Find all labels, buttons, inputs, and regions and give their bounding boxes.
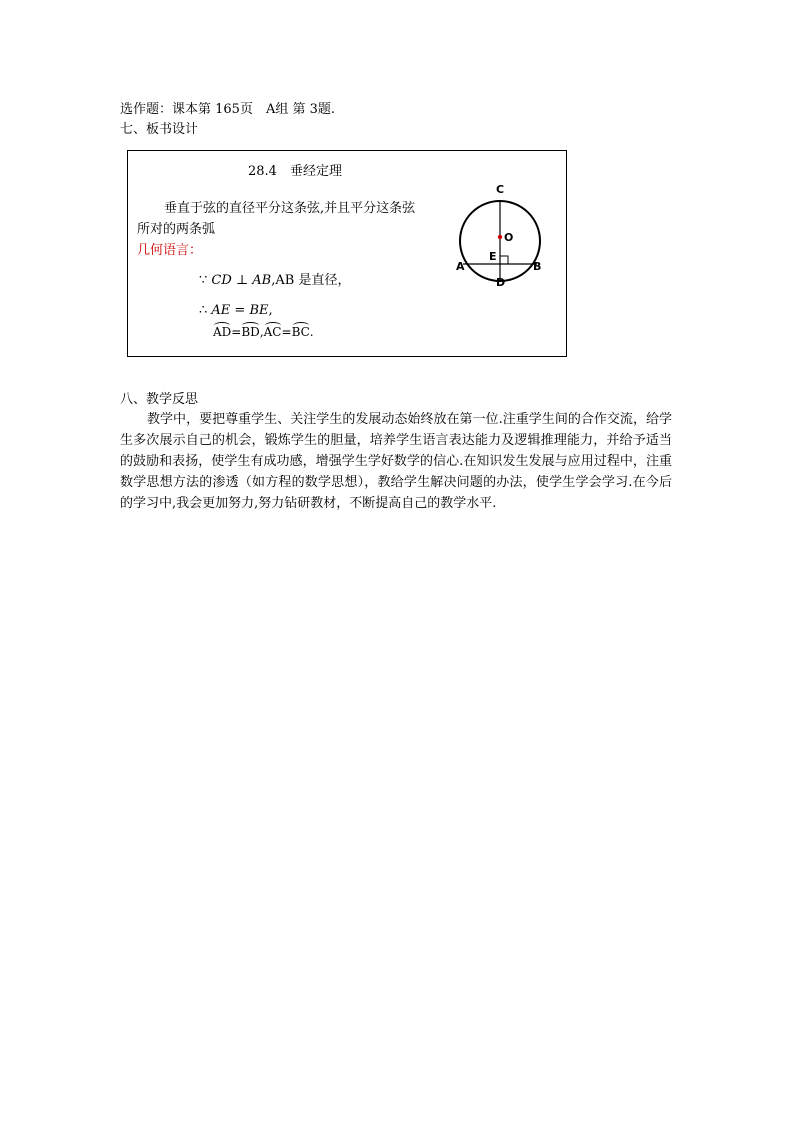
- given-suffix: ,AB 是直径，: [271, 273, 351, 288]
- right-angle-mark: [500, 256, 508, 264]
- label-o: O: [504, 231, 514, 244]
- arc-bc: BC: [291, 325, 310, 339]
- theorem-line-2: 所对的两条弧: [137, 222, 216, 237]
- arc-bd: BD: [241, 325, 260, 339]
- label-d: D: [496, 276, 506, 289]
- given-math: CD ⊥ AB: [211, 273, 272, 288]
- circle-chord-figure: [450, 179, 560, 294]
- equals-2: =: [281, 325, 292, 339]
- arc-ad: AD: [213, 325, 232, 339]
- board-title: 28.4 垂经定理: [248, 164, 342, 179]
- comma: ,: [259, 325, 264, 339]
- assignment-line: 选作题：课本第 165页 A组 第 3题.: [120, 102, 336, 117]
- label-b: B: [533, 260, 542, 273]
- conclusion-line-2: [213, 325, 314, 339]
- conclusion-line-1: [199, 303, 273, 318]
- arc-ac: AC: [263, 325, 282, 339]
- theorem-text: [137, 198, 442, 240]
- section-7-heading: 七、板书设计: [120, 122, 199, 137]
- geometric-language-label: 几何语言：: [137, 243, 203, 258]
- center-dot: [498, 235, 502, 239]
- section-8-heading: 八、教学反思: [120, 392, 199, 407]
- given-statement: [199, 269, 350, 288]
- conclusion-suffix: ,: [268, 303, 273, 318]
- because-symbol: ∵: [199, 273, 208, 288]
- therefore-symbol: ∴: [199, 303, 208, 318]
- conclusion-math: AE = BE: [211, 303, 269, 318]
- label-e: E: [489, 250, 497, 263]
- blackboard-design-box: [127, 150, 567, 357]
- theorem-line-1: 垂直于弦的直径平分这条弦,并且平分这条弦: [164, 201, 416, 216]
- label-a: A: [456, 260, 465, 273]
- label-c: C: [496, 183, 505, 196]
- equals-1: =: [231, 325, 242, 339]
- period: .: [309, 325, 314, 339]
- reflection-paragraph: 教学中，要把尊重学生、关注学生的发展动态始终放在第一位.注重学生间的合作交流，给学生多次展示自己的机会，锻炼学生的胆量，培养学生语言表达能力及逻辑推理能力，并给予适当的鼓励和表扬，使学生有成功感，增强学生学好数学的信心.在知识发生发展与应用过程中，注重数学思想方法的渗透（如方程的数学思想），教给学生解决问题的办法，使学生学会学习.在今后的学习中,我会更加努力,努力钻研教材，不断提高自己的教学水平.: [120, 412, 672, 511]
